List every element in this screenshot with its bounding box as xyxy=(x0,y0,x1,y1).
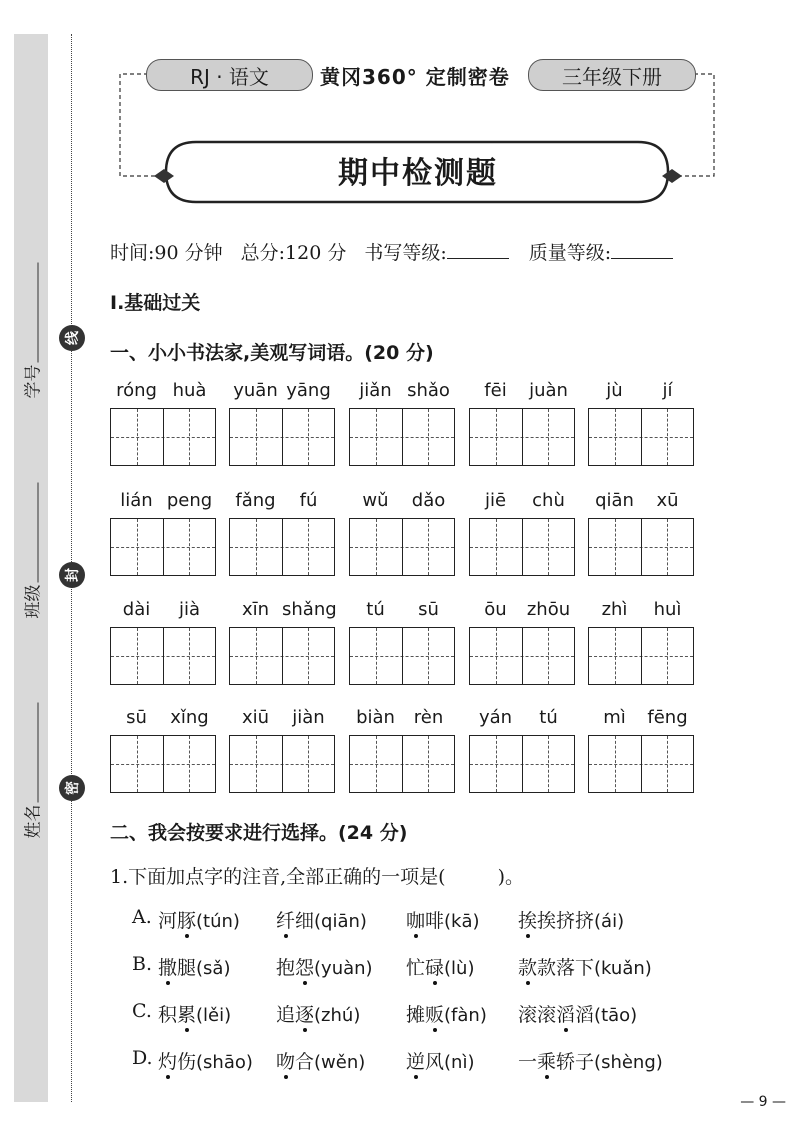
pinyin-label: jiǎn xyxy=(359,380,392,401)
pinyin-label: yāng xyxy=(286,380,331,401)
section1-heading: 一、小小书法家,美观写词语。(20 分) xyxy=(110,342,434,364)
option-word: 抱怨(yuàn) xyxy=(276,957,373,979)
writing-box[interactable] xyxy=(110,518,216,576)
option-word: 挨挨挤挤(ái) xyxy=(518,910,625,932)
writing-box[interactable] xyxy=(110,735,216,793)
writing-box[interactable] xyxy=(588,735,694,793)
pinyin-label: tú xyxy=(366,599,385,620)
option-letter: C. xyxy=(132,1000,152,1022)
q1-stem-end: )。 xyxy=(497,866,525,888)
option-word: 纤细(qiān) xyxy=(276,910,367,932)
pinyin-label: zhōu xyxy=(526,599,571,620)
option-pinyin: (sǎ) xyxy=(196,958,231,979)
option-letter: D. xyxy=(132,1047,153,1069)
pinyin-label: shǎo xyxy=(407,380,450,401)
writing-box[interactable] xyxy=(229,627,335,685)
pinyin-label: sū xyxy=(418,599,439,620)
q1-stem-text: 1.下面加点字的注音,全部正确的一项是( xyxy=(110,866,446,888)
pinyin-label: jí xyxy=(662,380,673,401)
option-word: 摊贩(fàn) xyxy=(406,1004,487,1026)
score-info: 总分:120 分 xyxy=(240,242,347,264)
page-title: 期中检测题 xyxy=(338,156,498,191)
student-id-label: 学号 xyxy=(23,364,44,398)
page-number: — 9 — xyxy=(740,1094,786,1110)
option-pinyin: (lěi) xyxy=(196,1005,232,1026)
option-word: 吻合(wěn) xyxy=(276,1051,366,1073)
option-pinyin: (fàn) xyxy=(444,1005,487,1026)
series-name: 黄冈360° 定制密卷 xyxy=(320,65,510,89)
option-pinyin: (lù) xyxy=(444,958,475,979)
pinyin-label: xīn xyxy=(241,599,270,620)
time-info: 时间:90 分钟 xyxy=(110,242,223,264)
option-pinyin: (qiān) xyxy=(314,911,367,932)
pinyin-label: zhì xyxy=(601,599,628,620)
pinyin-label: chù xyxy=(532,490,565,511)
option-word: 咖啡(kā) xyxy=(406,910,480,932)
pinyin-label: wǔ xyxy=(362,490,389,511)
section2-heading: 二、我会按要求进行选择。(24 分) xyxy=(110,822,408,844)
pinyin-label: tú xyxy=(539,707,558,728)
pinyin-label: róng xyxy=(116,380,157,401)
pinyin-label: yuān xyxy=(233,380,278,401)
option-pinyin: (zhú) xyxy=(314,1005,361,1026)
pinyin-label: shǎng xyxy=(282,599,337,620)
option-pinyin: (yuàn) xyxy=(314,958,373,979)
writing-grade-blank[interactable] xyxy=(447,254,509,259)
writing-box[interactable] xyxy=(110,627,216,685)
pinyin-label: peng xyxy=(166,490,213,511)
class-blank[interactable] xyxy=(24,482,39,582)
option-letter: B. xyxy=(132,953,153,975)
pinyin-label: lián xyxy=(120,490,153,511)
pinyin-label: xǐng xyxy=(170,707,209,728)
pinyin-label: sū xyxy=(126,707,147,728)
option-pinyin: (shāo) xyxy=(196,1052,253,1073)
question-1-stem xyxy=(110,862,524,889)
option-pinyin: (ái) xyxy=(594,911,625,932)
writing-box[interactable] xyxy=(588,518,694,576)
option-word: 款款落下(kuǎn) xyxy=(518,957,652,979)
class-label: 班级 xyxy=(23,584,44,618)
option-pinyin: (kuǎn) xyxy=(594,958,652,979)
quality-grade-blank[interactable] xyxy=(611,254,673,259)
option-word: 积累(lěi) xyxy=(158,1004,232,1026)
writing-grade-label: 书写等级: xyxy=(364,242,447,264)
pinyin-label: jù xyxy=(606,380,623,401)
writing-box[interactable] xyxy=(229,518,335,576)
writing-box[interactable] xyxy=(469,518,575,576)
writing-box[interactable] xyxy=(469,627,575,685)
pinyin-label: fēng xyxy=(647,707,688,728)
writing-box[interactable] xyxy=(349,627,455,685)
writing-box[interactable] xyxy=(349,408,455,466)
writing-box[interactable] xyxy=(349,735,455,793)
seal-secret: 密 xyxy=(59,775,85,801)
pinyin-label: ōu xyxy=(484,599,507,620)
writing-box[interactable] xyxy=(588,408,694,466)
subject-pill: RJ · 语文 xyxy=(146,59,313,91)
class-field[interactable] xyxy=(14,470,48,630)
writing-box[interactable] xyxy=(349,518,455,576)
name-field[interactable] xyxy=(14,690,48,850)
pinyin-label: biàn xyxy=(356,707,395,728)
pinyin-label: huà xyxy=(172,380,207,401)
option-letter: A. xyxy=(132,906,152,928)
writing-box[interactable] xyxy=(229,735,335,793)
option-pinyin: (wěn) xyxy=(314,1052,366,1073)
part-heading: Ⅰ.基础过关 xyxy=(110,292,201,314)
seal-line: 线 xyxy=(59,325,85,351)
student-id-blank[interactable] xyxy=(24,262,39,362)
seal-seal: 封 xyxy=(59,562,85,588)
exam-info xyxy=(110,238,693,265)
pinyin-label: fēi xyxy=(484,380,507,401)
option-word: 一乘轿子(shèng) xyxy=(518,1051,663,1073)
option-pinyin: (tāo) xyxy=(594,1005,638,1026)
writing-box[interactable] xyxy=(588,627,694,685)
pinyin-label: jiē xyxy=(484,490,507,511)
pinyin-label: xiū xyxy=(241,707,270,728)
pinyin-label: jiàn xyxy=(292,707,325,728)
option-pinyin: (tún) xyxy=(196,911,240,932)
pinyin-label: rèn xyxy=(413,707,444,728)
quality-grade-label: 质量等级: xyxy=(528,242,612,264)
writing-box[interactable] xyxy=(469,408,575,466)
name-blank[interactable] xyxy=(24,702,39,802)
option-word: 忙碌(lù) xyxy=(406,957,475,979)
option-word: 滚滚滔滔(tāo) xyxy=(518,1004,638,1026)
pinyin-label: dǎo xyxy=(411,490,446,511)
name-label: 姓名 xyxy=(23,804,44,838)
option-pinyin: (shèng) xyxy=(594,1052,663,1073)
writing-box[interactable] xyxy=(110,408,216,466)
option-word: 灼伤(shāo) xyxy=(158,1051,253,1073)
option-word: 逆风(nì) xyxy=(406,1051,475,1073)
pinyin-label: yán xyxy=(478,707,513,728)
writing-box[interactable] xyxy=(469,735,575,793)
option-word: 河豚(tún) xyxy=(158,910,240,932)
pinyin-label: qiān xyxy=(595,490,634,511)
pinyin-label: jià xyxy=(178,599,201,620)
writing-box[interactable] xyxy=(229,408,335,466)
option-word: 撒腿(sǎ) xyxy=(158,957,231,979)
pinyin-label: huì xyxy=(653,599,682,620)
pinyin-label: dài xyxy=(122,599,151,620)
pinyin-label: xū xyxy=(656,490,679,511)
pinyin-label: mì xyxy=(603,707,626,728)
option-word: 追逐(zhú) xyxy=(276,1004,361,1026)
pinyin-label: fǎng xyxy=(235,490,276,511)
pinyin-label: juàn xyxy=(529,380,568,401)
pinyin-label: fú xyxy=(299,490,318,511)
student-id-field[interactable] xyxy=(14,250,48,410)
grade-pill: 三年级下册 xyxy=(528,59,696,91)
option-pinyin: (nì) xyxy=(444,1052,475,1073)
option-pinyin: (kā) xyxy=(444,911,480,932)
